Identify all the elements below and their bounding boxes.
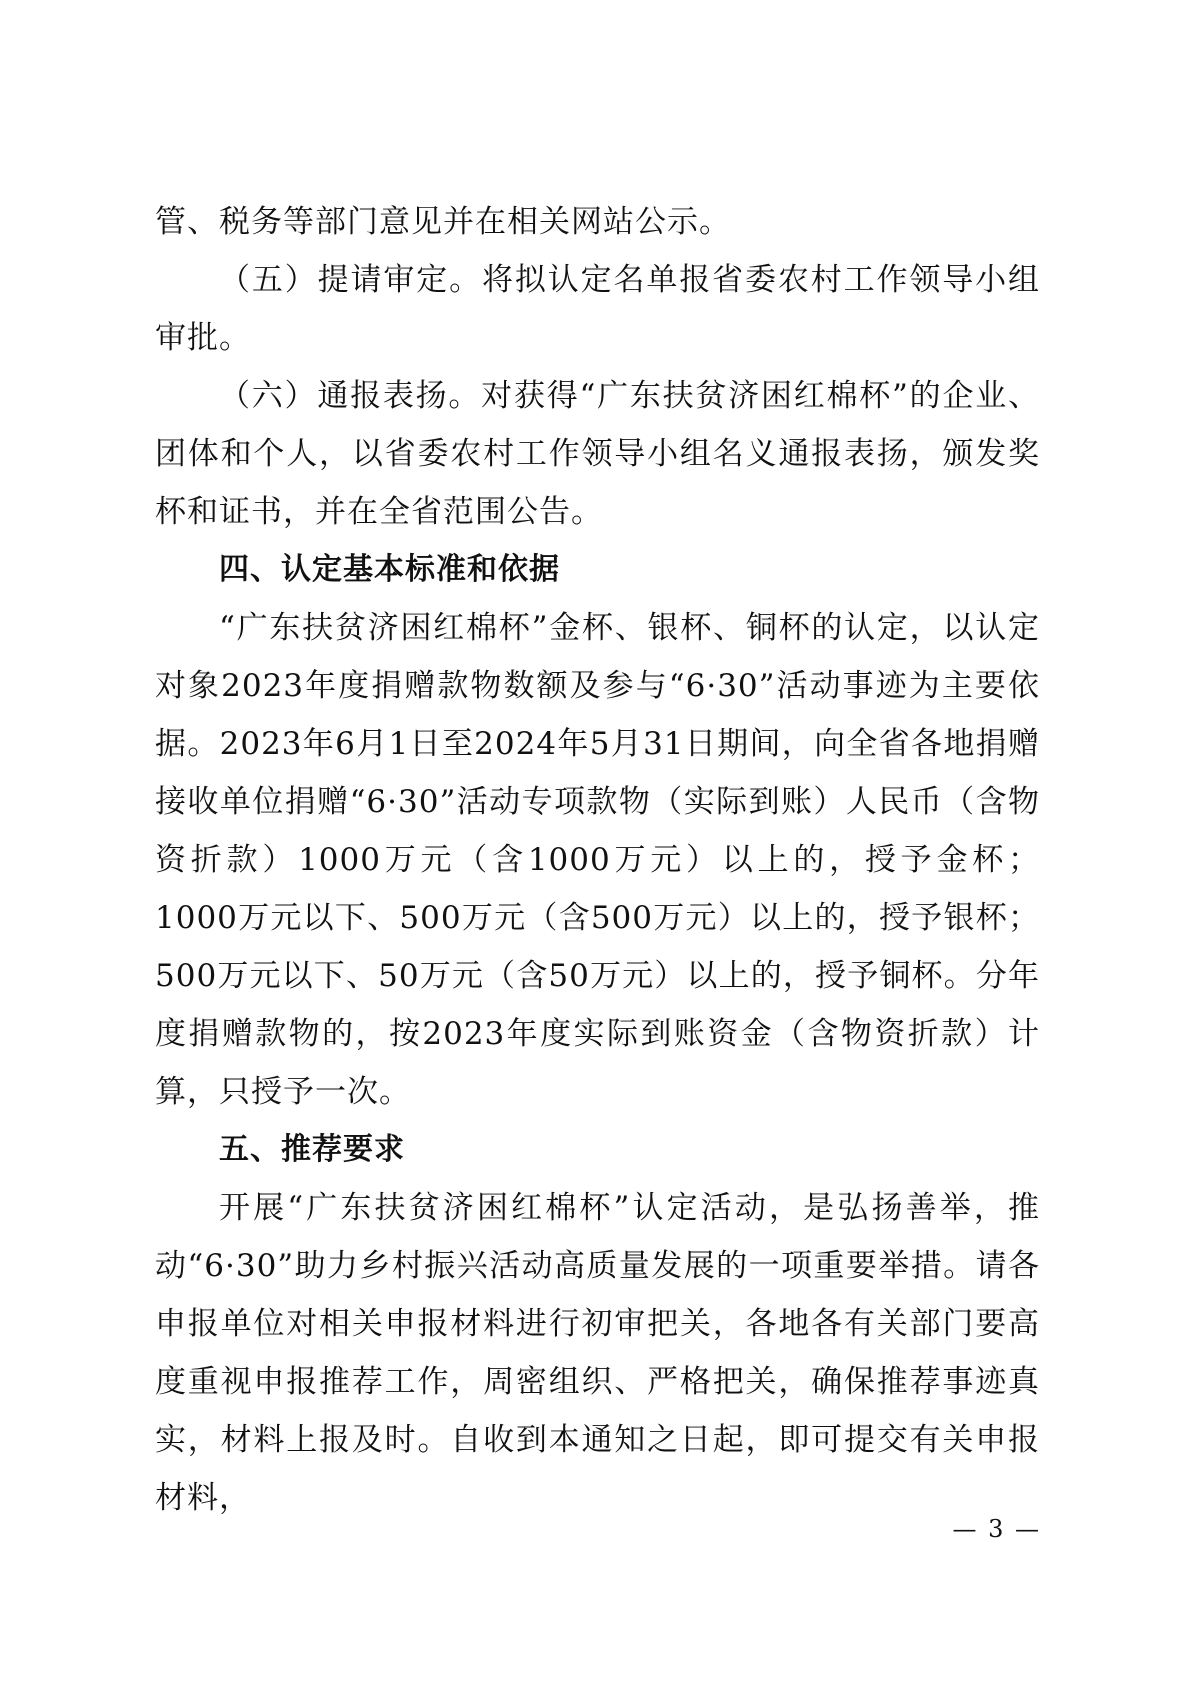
section-heading-requirements: 五、推荐要求	[219, 1132, 405, 1167]
paragraph-commendation: （六）通报表扬。对获得“广东扶贫济困红棉杯”的企业、团体和个人，以省委农村工作领导小组名义通报表扬，颁发奖杯和证书，并在全省范围公告。	[155, 378, 1040, 530]
paragraph-public-notice: 管、税务等部门意见并在相关网站公示。	[155, 204, 731, 240]
document-body	[155, 193, 1040, 1527]
paragraph-standards: “广东扶贫济困红棉杯”金杯、银杯、铜杯的认定，以认定对象2023年度捐赠款物数额及参与“6·30”活动事迹为主要依据。2023年6月1日至2024年5月31日期间，向全省各地捐赠接收单位捐赠“6·30”活动专项款物（实际到账）人民币（含物资折款）1000万元（含1000万元）以上的，授予金杯；1000万元以下、500万元（含500万元）以上的，授予银杯；500万元以下、50万元（含50万元）以上的，授予铜杯。分年度捐赠款物的，按2023年度实际到账资金（含物资折款）计算，只授予一次。	[155, 610, 1040, 1110]
paragraph-requirements: 开展“广东扶贫济困红棉杯”认定活动，是弘扬善举，推动“6·30”助力乡村振兴活动高质量发展的一项重要举措。请各申报单位对相关申报材料进行初审把关，各地各有关部门要高度重视申报推荐工作，周密组织、严格把关，确保推荐事迹真实，材料上报及时。自收到本通知之日起，即可提交有关申报材料，	[155, 1190, 1040, 1516]
page-number: — 3 —	[952, 1515, 1041, 1543]
section-heading-standards: 四、认定基本标准和依据	[219, 552, 560, 587]
paragraph-submit-approval: （五）提请审定。将拟认定名单报省委农村工作领导小组审批。	[155, 262, 1040, 356]
